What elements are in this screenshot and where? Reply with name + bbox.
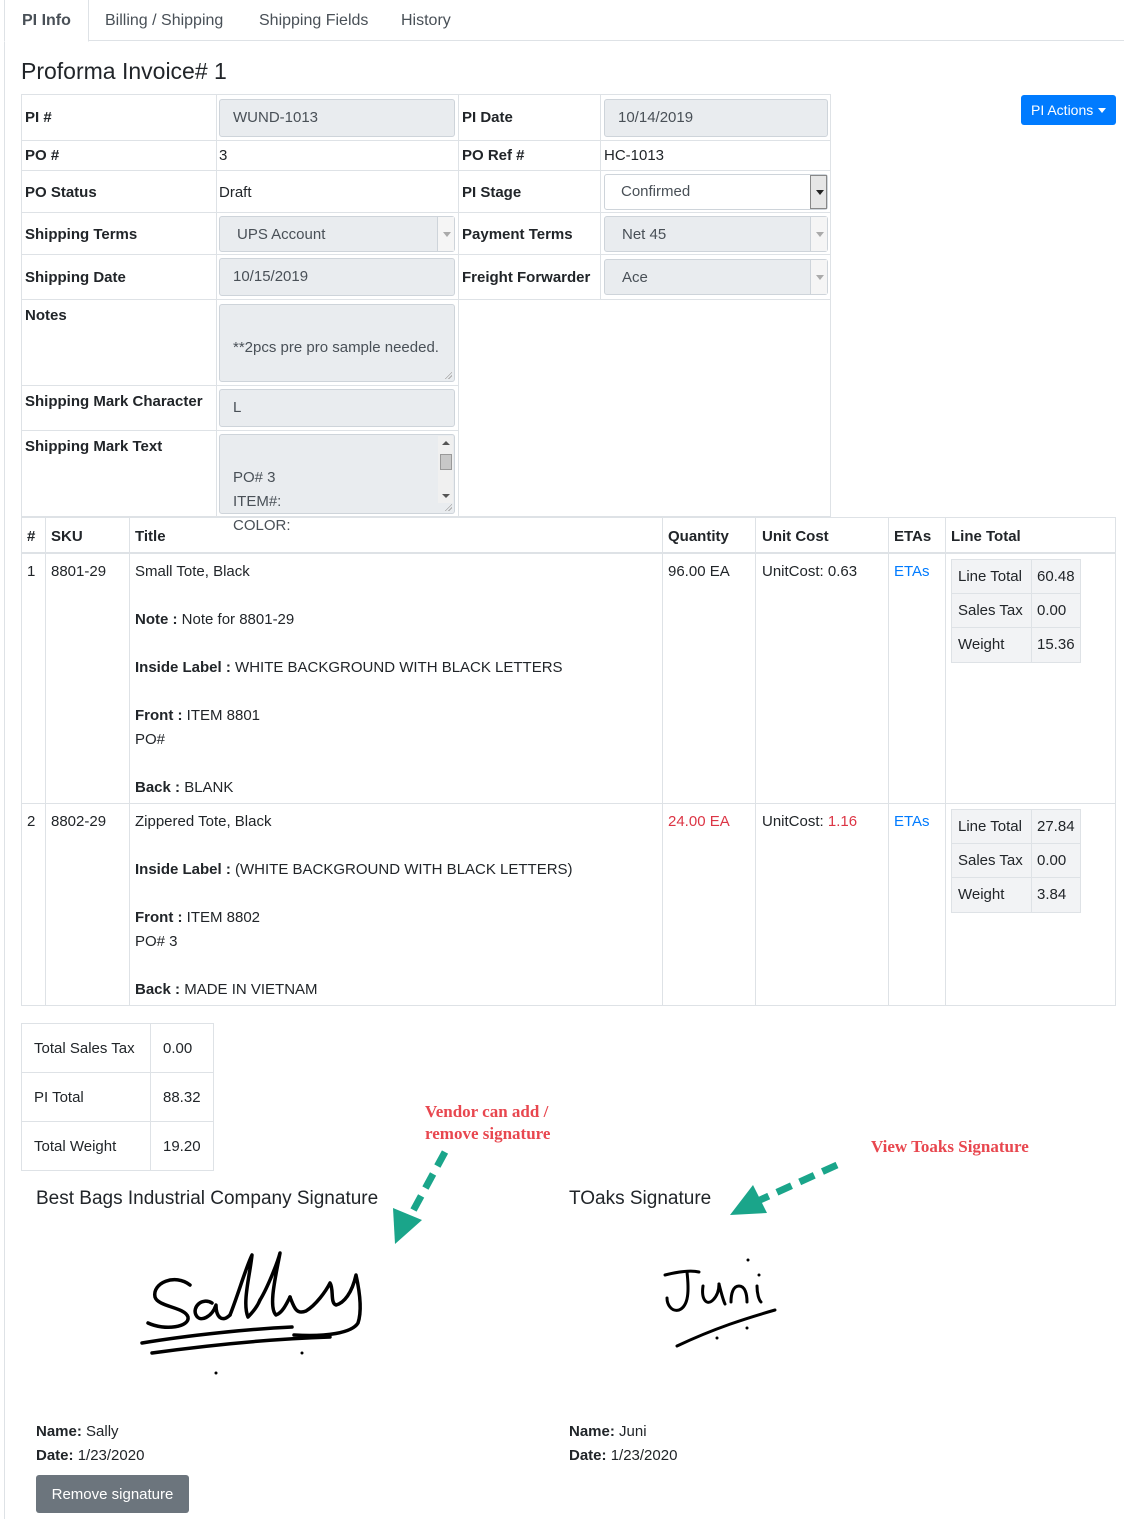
payment-terms-value: Net 45 <box>622 226 667 243</box>
pi-total: 88.32 <box>163 1089 201 1106</box>
row-1-line-total: 60.48 <box>1037 568 1075 585</box>
po-number-label: PO # <box>25 147 60 164</box>
freight-forwarder-select[interactable] <box>604 259 828 295</box>
vendor-signature-name: Name: Sally <box>36 1423 119 1440</box>
shipping-date-field[interactable]: 10/15/2019 <box>219 258 455 296</box>
notes-label: Notes <box>25 307 67 324</box>
po-number-value: 3 <box>219 147 228 164</box>
row-1-weight-label: Weight <box>958 636 1005 653</box>
po-status-label: PO Status <box>25 184 97 201</box>
row-2-weight: 3.84 <box>1037 886 1067 903</box>
shipping-mark-text-textarea[interactable] <box>219 434 455 534</box>
tab-history[interactable]: History <box>401 12 451 29</box>
col-header-line-total: Line Total <box>951 528 1021 545</box>
row-1-inside-label: Inside Label : WHITE BACKGROUND WITH BLACK LETTERS <box>135 659 563 676</box>
scroll-down-icon[interactable] <box>442 494 450 498</box>
payment-terms-select[interactable] <box>604 216 828 252</box>
pi-total-label: PI Total <box>34 1089 84 1106</box>
po-ref-value: HC-1013 <box>604 147 665 164</box>
row-1-quantity: 96.00 EA <box>668 563 730 580</box>
pi-stage-label: PI Stage <box>462 184 522 201</box>
row-1-sku: 8801-29 <box>51 563 107 580</box>
scroll-thumb[interactable] <box>440 454 452 470</box>
row-1-sales-tax-label: Sales Tax <box>958 602 1023 619</box>
row-2-number: 2 <box>27 813 36 830</box>
shipping-terms-select[interactable] <box>219 216 455 252</box>
notes-textarea[interactable] <box>219 304 455 382</box>
toaks-signature-date: Date: 1/23/2020 <box>569 1447 678 1464</box>
pi-stage-value: Confirmed <box>621 183 691 200</box>
row-2-unit-cost: UnitCost: 1.16 <box>762 813 858 830</box>
row-1-title-block <box>135 560 563 800</box>
resize-grip-icon[interactable] <box>444 503 452 511</box>
scrollbar[interactable] <box>438 436 453 503</box>
remove-signature-button[interactable]: Remove signature <box>36 1475 189 1513</box>
shipping-mark-text: PO# 3 ITEM#: COLOR: <box>233 469 291 534</box>
total-weight-label: Total Weight <box>34 1138 117 1155</box>
row-2-title-block <box>135 810 573 1002</box>
shipping-terms-label: Shipping Terms <box>25 226 138 243</box>
po-ref-label: PO Ref # <box>462 147 525 164</box>
col-header-unit-cost: Unit Cost <box>762 528 829 545</box>
vendor-signature-image <box>130 1245 380 1380</box>
toaks-signature-image <box>655 1250 790 1360</box>
chevron-down-icon <box>437 217 454 251</box>
shipping-date-label: Shipping Date <box>25 269 126 286</box>
vendor-signature-title: Best Bags Industrial Company Signature <box>36 1188 379 1209</box>
tab-pi-info[interactable]: PI Info <box>4 0 89 42</box>
total-sales-tax-label: Total Sales Tax <box>34 1040 135 1057</box>
shipping-mark-text-label: Shipping Mark Text <box>25 438 163 455</box>
tab-shipping-fields[interactable]: Shipping Fields <box>259 12 369 29</box>
pi-actions-label: PI Actions <box>1031 102 1094 118</box>
row-1-back: Back : BLANK <box>135 779 234 796</box>
freight-forwarder-value: Ace <box>622 269 648 286</box>
pi-actions-button[interactable] <box>1021 95 1116 125</box>
chevron-down-icon <box>810 217 827 251</box>
row-1-title: Small Tote, Black <box>135 563 250 580</box>
row-2-inside-label: Inside Label : (WHITE BACKGROUND WITH BLACK LETTERS) <box>135 861 573 878</box>
row-1-weight: 15.36 <box>1037 636 1075 653</box>
row-2-sku: 8802-29 <box>51 813 107 830</box>
vendor-signature-date: Date: 1/23/2020 <box>36 1447 145 1464</box>
freight-forwarder-label: Freight Forwarder <box>462 269 591 286</box>
toaks-signature-title: TOaks Signature <box>569 1188 712 1209</box>
notes-text: **2pcs pre pro sample needed. <box>233 339 439 356</box>
row-1-front: Front : ITEM 8801 <box>135 707 261 724</box>
tab-billing-shipping[interactable]: Billing / Shipping <box>105 12 224 29</box>
totals-table <box>21 1023 214 1171</box>
pi-number-field[interactable]: WUND-1013 <box>219 99 455 137</box>
row-2-line-total: 27.84 <box>1037 818 1075 835</box>
col-header-quantity: Quantity <box>668 528 729 545</box>
pi-stage-select[interactable] <box>604 174 828 210</box>
pi-number-label: PI # <box>25 109 52 126</box>
row-2-sales-tax-label: Sales Tax <box>958 852 1023 869</box>
row-2-front-line-2: PO# 3 <box>135 933 178 950</box>
col-header-number: # <box>27 528 36 545</box>
shipping-mark-char-field[interactable]: L <box>219 389 455 427</box>
chevron-down-icon <box>810 260 827 294</box>
total-sales-tax: 0.00 <box>163 1040 193 1057</box>
row-1-sales-tax: 0.00 <box>1037 602 1067 619</box>
chevron-down-icon <box>810 175 827 209</box>
annotation-arrow-vendor <box>380 1140 480 1250</box>
caret-down-icon <box>1098 108 1106 113</box>
row-1-etas-link[interactable]: ETAs <box>894 563 930 580</box>
col-header-title: Title <box>135 528 166 545</box>
pi-date-label: PI Date <box>462 109 513 126</box>
row-2-title: Zippered Tote, Black <box>135 813 272 830</box>
row-2-line-total-label: Line Total <box>958 818 1022 835</box>
payment-terms-label: Payment Terms <box>462 226 573 243</box>
row-2-back: Back : MADE IN VIETNAM <box>135 981 318 998</box>
row-1-front-line-2: PO# <box>135 731 166 748</box>
resize-grip-icon[interactable] <box>444 371 452 379</box>
annotation-vendor: Vendor can add / remove signature <box>425 1102 551 1143</box>
toaks-signature-name: Name: Juni <box>569 1423 647 1440</box>
col-header-etas: ETAs <box>894 528 932 545</box>
tab-bar <box>4 0 1124 41</box>
row-2-weight-label: Weight <box>958 886 1005 903</box>
row-2-etas-link[interactable]: ETAs <box>894 813 930 830</box>
page-left-border <box>4 0 5 1519</box>
row-1-unit-cost: UnitCost: 0.63 <box>762 563 858 580</box>
page-title: Proforma Invoice# 1 <box>21 58 227 84</box>
shipping-terms-value: UPS Account <box>237 226 326 243</box>
po-status-value: Draft <box>219 184 252 201</box>
line-items-table <box>21 517 1116 1006</box>
total-weight: 19.20 <box>163 1138 201 1155</box>
vendor-signature-info <box>36 1420 144 1468</box>
row-1-note: Note : Note for 8801-29 <box>135 611 295 628</box>
row-2-sales-tax: 0.00 <box>1037 852 1067 869</box>
row-2-quantity: 24.00 EA <box>668 813 730 830</box>
pi-date-field[interactable]: 10/14/2019 <box>604 99 828 137</box>
col-header-sku: SKU <box>51 528 83 545</box>
annotation-arrow-toaks <box>725 1155 845 1225</box>
row-2-totals-subtable <box>951 809 1081 913</box>
row-1-totals-subtable <box>951 559 1081 663</box>
annotation-toaks: View Toaks Signature <box>871 1137 1029 1156</box>
row-1-line-total-label: Line Total <box>958 568 1022 585</box>
toaks-signature-info <box>569 1420 677 1468</box>
scroll-up-icon[interactable] <box>442 441 450 445</box>
shipping-mark-char-label: Shipping Mark Character <box>25 393 203 410</box>
row-2-front: Front : ITEM 8802 <box>135 909 261 926</box>
row-1-number: 1 <box>27 563 36 580</box>
pi-info-grid <box>21 94 831 534</box>
